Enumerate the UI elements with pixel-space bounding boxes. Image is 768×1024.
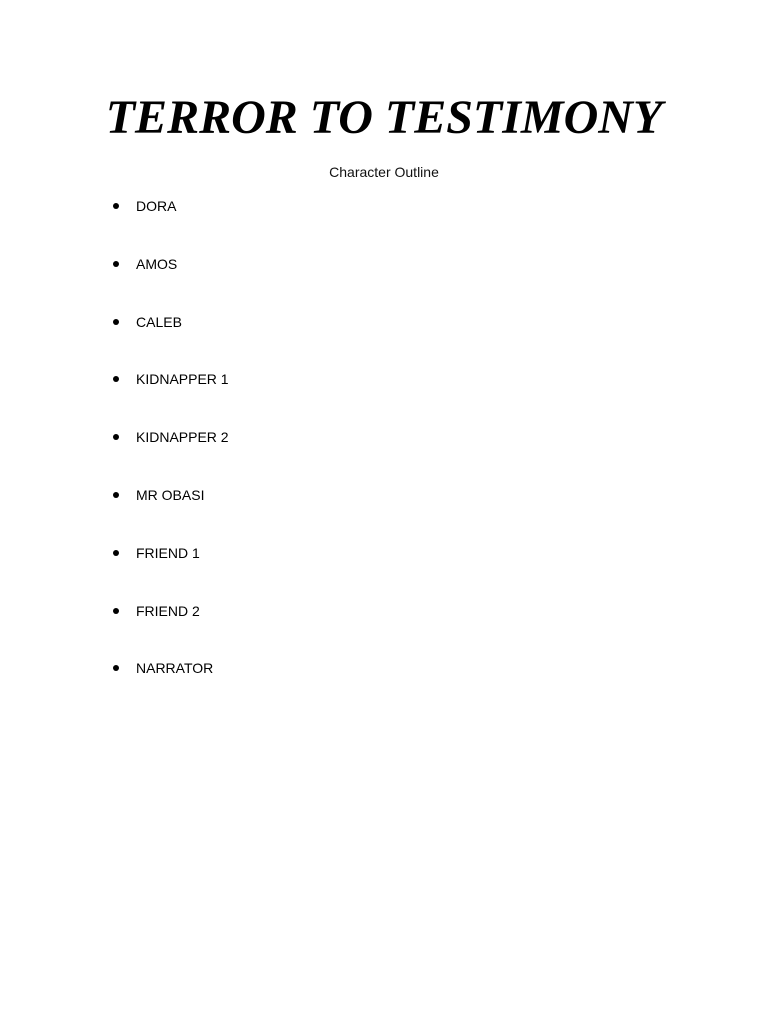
character-name: AMOS (136, 255, 178, 272)
bullet-icon (113, 492, 119, 498)
character-name: NARRATOR (136, 660, 214, 677)
character-name: DORA (136, 198, 177, 214)
list-item (0, 313, 229, 371)
list-item (0, 602, 229, 660)
character-name: MR OBASI (136, 486, 205, 503)
bullet-icon (113, 319, 119, 325)
character-name: FRIEND 2 (136, 602, 200, 619)
list-item (0, 659, 229, 717)
list-item (0, 544, 229, 602)
list-item (0, 370, 229, 428)
bullet-icon (113, 261, 119, 267)
character-name: FRIEND 1 (136, 544, 200, 561)
bullet-icon (113, 665, 119, 671)
bullet-icon (113, 376, 119, 382)
bullet-icon (113, 550, 119, 556)
bullet-icon (113, 434, 119, 440)
bullet-icon (113, 608, 119, 614)
list-item (0, 255, 229, 313)
character-name: KIDNAPPER 1 (136, 371, 229, 388)
list-item (0, 197, 229, 255)
character-name: CALEB (136, 313, 182, 330)
page-title: TERROR TO TESTIMONY (105, 91, 663, 144)
bullet-icon (113, 203, 119, 209)
page-subtitle: Character Outline (329, 164, 439, 180)
list-item (0, 486, 229, 544)
character-name: KIDNAPPER 2 (136, 429, 229, 446)
list-item (0, 428, 229, 486)
character-list (0, 197, 229, 717)
